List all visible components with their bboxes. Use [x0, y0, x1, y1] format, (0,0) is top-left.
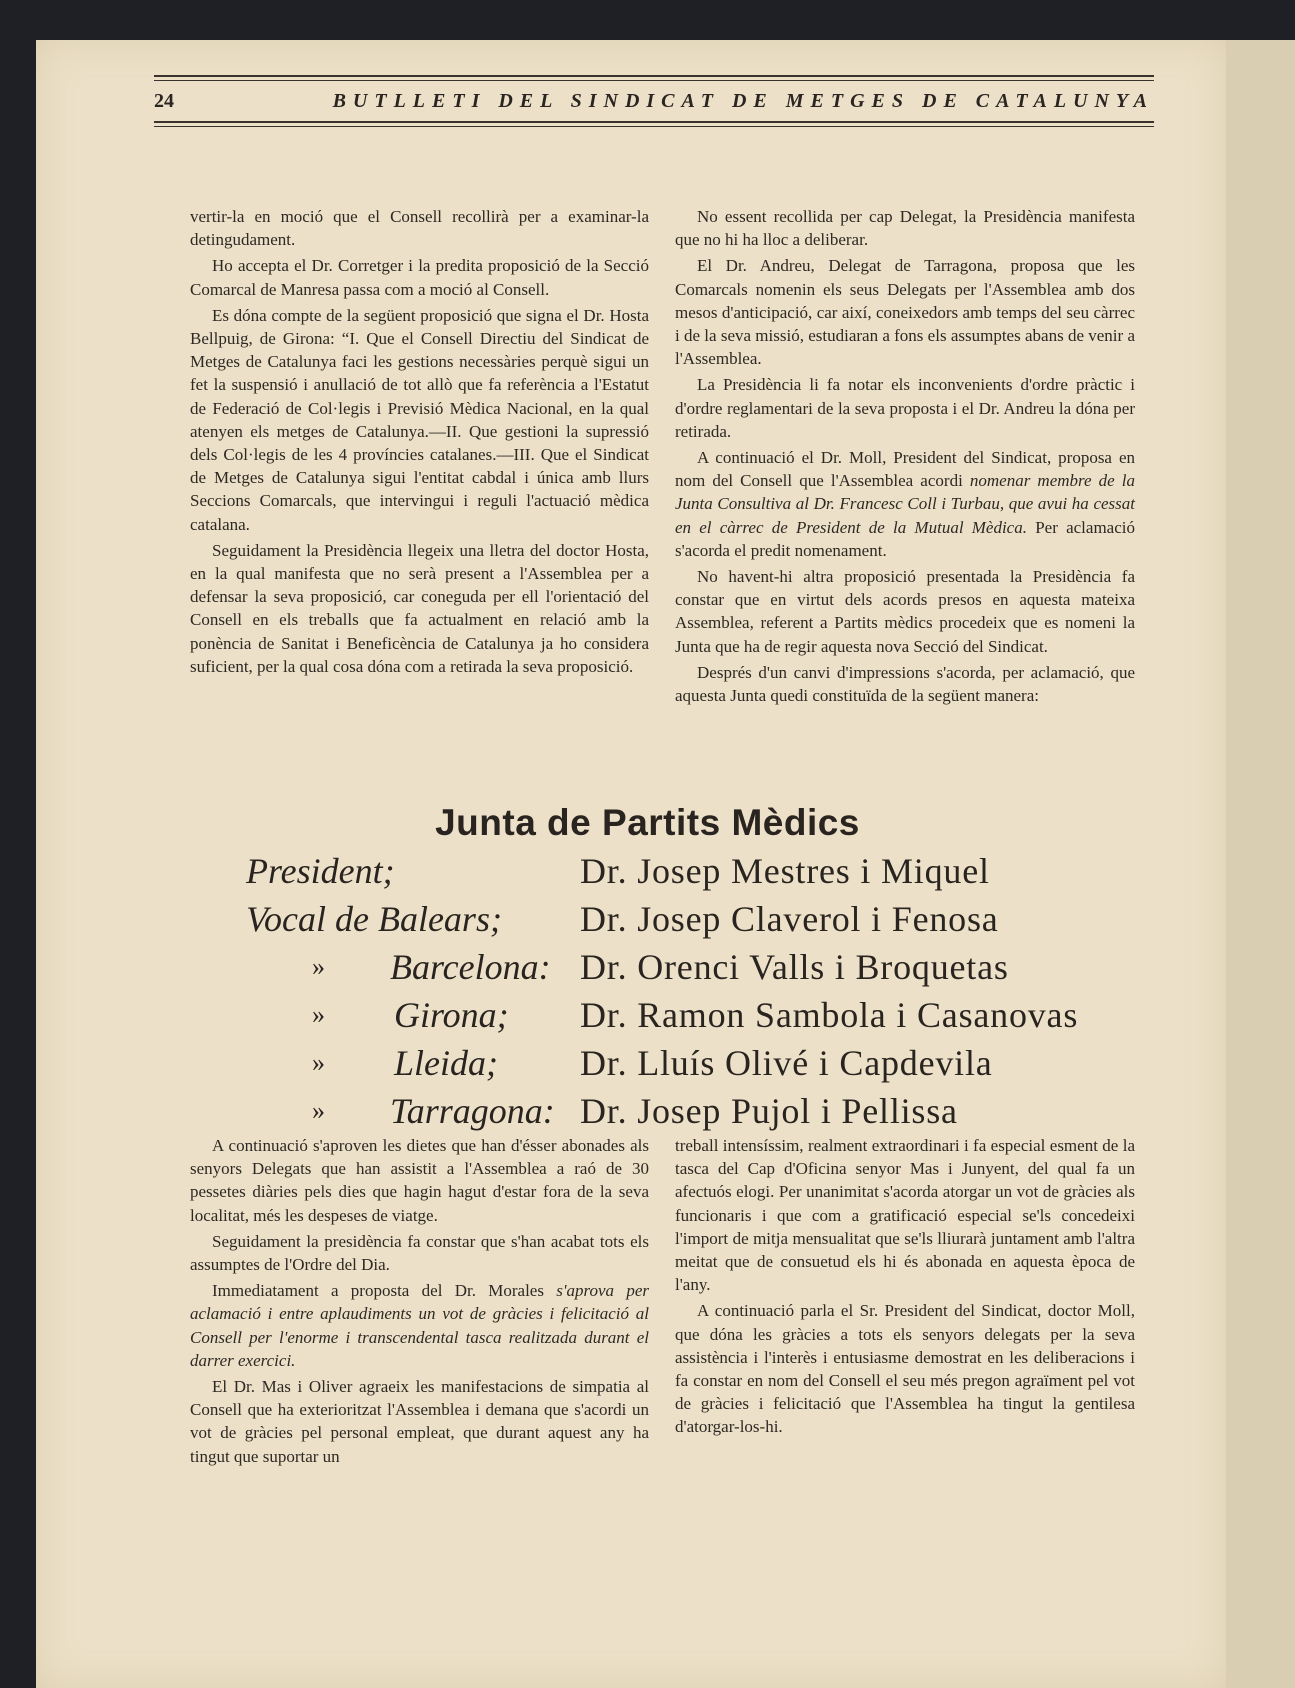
italic-text-run: nomenar membre de la Junta Consultiva al Dr. Francesc Coll i Turbau, que avui ha cessat en el càrrec de President de la Mutual Mèdica.: [675, 471, 1135, 537]
running-header: [154, 75, 1154, 127]
paragraph: No essent recollida per cap Delegat, la Presidència manifesta que no hi ha lloc a deliberar.: [675, 207, 1135, 250]
member-name: Dr. Josep Mestres i Miquel: [580, 851, 990, 891]
role-label: Vocal de Balears;: [246, 899, 502, 939]
member-name: Dr. Josep Claverol i Fenosa: [580, 899, 999, 939]
roster-row: [0, 850, 1295, 898]
text-run: A continuació el Dr. Moll, President del Sindicat, proposa en nom del Consell que l'Assemblea acordi: [675, 448, 1135, 491]
role-label: Tarragona:: [390, 1091, 555, 1131]
running-title: BUTLLETI DEL SINDICAT DE METGES DE CATALUNYA: [332, 90, 1154, 112]
ditto-mark: »: [312, 1000, 325, 1029]
role-label: Barcelona:: [390, 947, 551, 987]
paragraph: Ho accepta el Dr. Corretger i la predita proposició de la Secció Comarcal de Manresa passa com a moció al Consell.: [190, 256, 649, 299]
text-run: Per aclamació s'acorda el predit nomenament.: [675, 517, 1135, 560]
member-name: Dr. Lluís Olivé i Capdevila: [580, 1043, 993, 1083]
ditto-mark: »: [312, 1096, 325, 1125]
member-name: Dr. Ramon Sambola i Casanovas: [580, 995, 1079, 1035]
paragraph: La Presidència li fa notar els inconvenients d'ordre pràctic i d'ordre reglamentari de la seva proposta i el Dr. Andreu la dóna per retirada.: [675, 375, 1135, 441]
ditto-mark: »: [312, 952, 325, 981]
header-rule-bottom: [154, 121, 1154, 123]
paragraph: Després d'un canvi d'impressions s'acorda, per aclamació, que aquesta Junta quedi constituïda de la següent manera:: [675, 662, 1135, 706]
paragraph: El Dr. Mas i Oliver agraeix les manifestacions de simpatia al Consell que ha exterioritzat l'Assemblea i demana que s'acordi un vot de gràcies pel personal empleat, que durant aquest any ha tingut que suportar un: [190, 1377, 649, 1466]
top-left-column: [190, 205, 649, 681]
paragraph: A continuació s'aproven les dietes que han d'ésser abonades als senyors Delegats que han assistit a l'Assemblea a raó de 30 pessetes diàries pels dies que hagin hagut d'estar fora de la seva localitat, més les despeses de viatge.: [190, 1136, 649, 1225]
paragraph: vertir-la en moció que el Consell recollirà per a examinar-la detingudament.: [190, 207, 649, 250]
bottom-left-column: [190, 1134, 649, 1471]
paragraph: El Dr. Andreu, Delegat de Tarragona, proposa que les Comarcals nomenin els seus Delegats per l'Assemblea amb dos mesos d'anticipació, car així, coneixedors amb temps del seu càrrec i de la seva missió, estudiaran a fons els assumptes abans de venir a l'Assemblea.: [675, 256, 1135, 369]
roster-row: [0, 1042, 1295, 1090]
italic-text-run: s'aprova per aclamació i entre aplaudiments un vot de gràcies i felicitació al Consell per l'enorme i transcendental tasca realitzada durant el darrer exercici.: [190, 1281, 650, 1370]
member-name: Dr. Orenci Valls i Broquetas: [580, 947, 1009, 987]
paragraph: No havent-hi altra proposició presentada la Presidència fa constar que en virtut dels acords presos en aquesta mateixa Assemblea, referent a Partits mèdics procedeix que es nomeni la Junta que ha de regir aquesta nova Secció del Sindicat.: [675, 567, 1135, 656]
roster-row: [0, 898, 1295, 946]
paragraph: treball intensíssim, realment extraordinari i fa especial esment de la tasca del Cap d'Oficina senyor Mas i Junyent, del qual fa un afectuós elogi. Per unanimitat s'acorda atorgar un vot de gràcies als funcionaris i que com a gratificació especial se'ls concedeixi l'import de mitja mensualitat que se'ls lliurarà juntament amb l'altra meitat que de consuetud els hi és abonada en aquesta època de l'any.: [675, 1136, 1135, 1295]
roster-row: [0, 994, 1295, 1042]
paragraph: Seguidament la presidència fa constar que s'han acabat tots els assumptes de l'Ordre del Dia.: [190, 1231, 649, 1275]
text-run: Immediatament a proposta del Dr. Morales: [212, 1281, 557, 1301]
paragraph: [190, 1279, 649, 1372]
top-right-column: [675, 205, 1135, 710]
role-label: Lleida;: [394, 1043, 498, 1083]
header-rule-bottom-thin: [154, 126, 1154, 127]
paragraph: Seguidament la Presidència llegeix una lletra del doctor Hosta, en la qual manifesta que no serà present a l'Assemblea per a defensar la seva proposició, car coneguda per ell l'orientació del Consell en els treballs que fa actualment en relació amb la ponència de Sanitat i Beneficència de Catalunya ja ho considera suficient, per la qual cosa dóna com a retirada la seva proposició.: [190, 540, 649, 676]
roster-row: [0, 946, 1295, 994]
bottom-right-column: [675, 1134, 1135, 1442]
role-label: Girona;: [394, 995, 509, 1035]
roster-row: [0, 1090, 1295, 1138]
header-rule-top: [154, 75, 1154, 77]
role-label: President;: [246, 851, 395, 891]
ditto-mark: »: [312, 1048, 325, 1077]
paragraph: A continuació parla el Sr. President del Sindicat, doctor Moll, que dóna les gràcies a tots els senyors delegats per la seva assistència i l'interès i entusiasme demostrat en les deliberacions i fa constar en nom del Consell el seu més pregon agraïment pel vot de gràcies i felicitació que l'Assemblea ha tingut la gentilesa d'atorgar-los-hi.: [675, 1301, 1135, 1437]
member-name: Dr. Josep Pujol i Pellissa: [580, 1091, 958, 1131]
junta-title: Junta de Partits Mèdics: [435, 802, 860, 843]
paragraph: Es dóna compte de la següent proposició que signa el Dr. Hosta Bellpuig, de Girona: “I. Que el Consell Directiu del Sindicat de Metges de Catalunya faci les gestions necessàries perquè sigui un fet la suspensió i anullació de tot allò que fa referència a l'Estatut de Federació de Col·legis i Previsió Mèdica Nacional, en la qual atenyen els metges de Catalunya.—II. Que gestioni la supressió dels Col·legis de les 4 províncies catalanes.—III. Que el Sindicat de Metges de Catalunya sigui l'entitat cabdal i única amb llurs Seccions Comarcals, que intervingui i reguli l'actuació mèdica catalana.: [190, 305, 649, 534]
page-number: 24: [154, 90, 174, 112]
paragraph: [675, 446, 1135, 562]
